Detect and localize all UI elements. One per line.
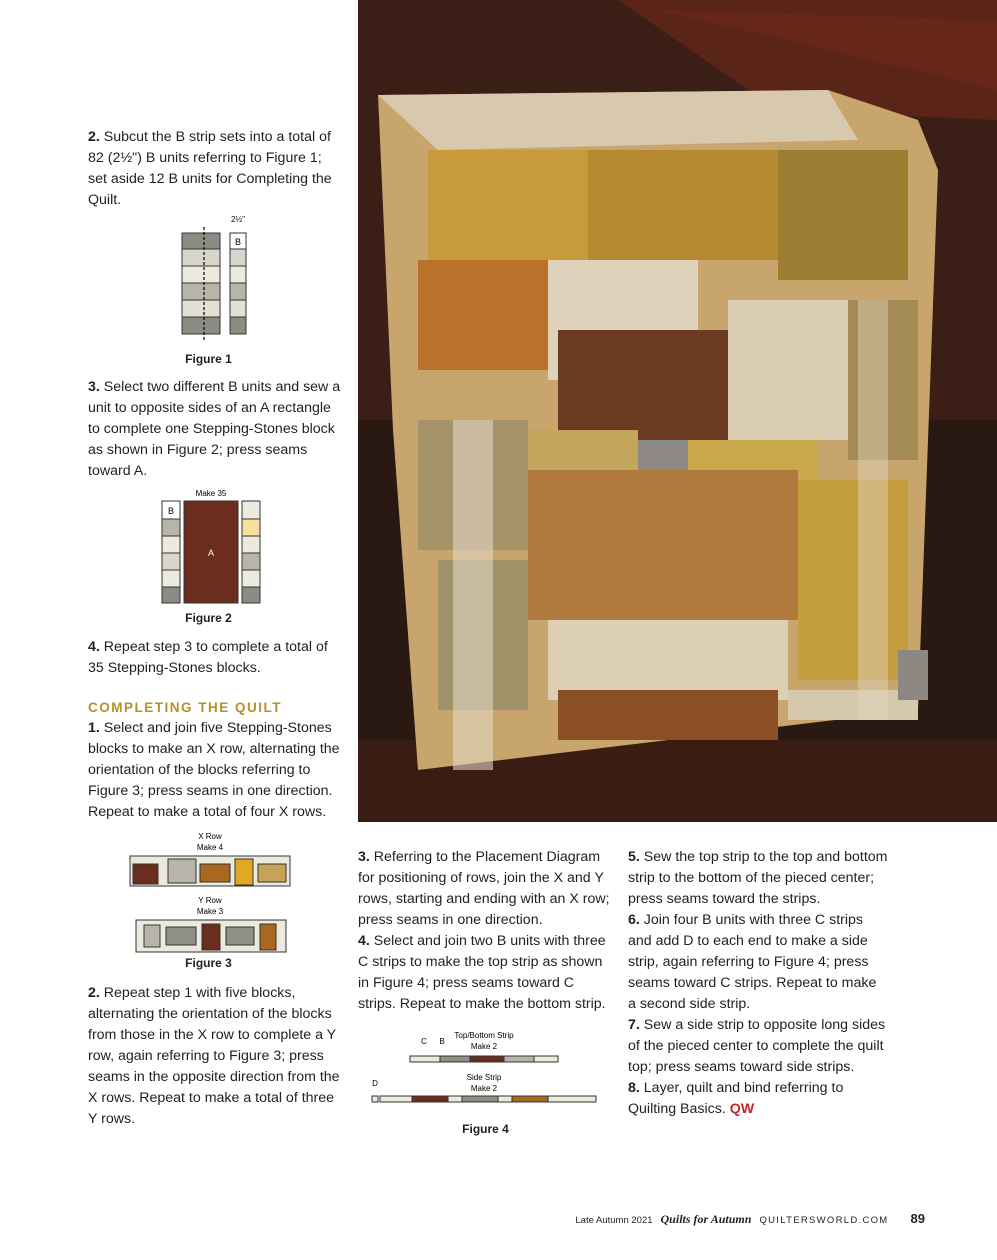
figure4-top-make: Make 2 — [470, 1042, 498, 1051]
figure4-c-label: C — [421, 1037, 427, 1046]
section-heading: COMPLETING THE QUILT — [88, 700, 282, 715]
figure4-caption: Figure 4 — [462, 1122, 509, 1136]
figure2-make-label: Make 35 — [195, 489, 227, 498]
footer-site: QUILTERSWORLD.COM — [759, 1215, 889, 1226]
step-4: 4. Repeat step 3 to complete a total of 35 Stepping-Stones blocks. — [88, 639, 328, 676]
figure-1 — [88, 211, 343, 351]
completing-step-8: 8. Layer, quilt and bind referring to Quilting Basics. QW — [628, 1080, 844, 1117]
step-3: 3. Select two different B units and sew a unit to opposite sides of an A rectangle to complete one Stepping-Stones block as shown in Figure 2; press seams toward A. — [88, 379, 341, 479]
figure4-d-label: D — [372, 1079, 378, 1088]
page-number: 89 — [910, 1211, 925, 1226]
completing-step-7: 7. Sew a side strip to opposite long sides of the pieced center to complete the quilt top; press seams toward side strips. — [628, 1017, 886, 1075]
completing-step-2: 2. Repeat step 1 with five blocks, alternating the orientation of the blocks from those in the X row to complete a Y row, again referring to Figure 3; press seams in the opposite direction from the X rows. Repeat to make a total of three Y rows. — [88, 985, 340, 1127]
figure1-caption: Figure 1 — [185, 352, 232, 366]
quilt-photo — [358, 0, 997, 822]
figure3-x-title: X Row — [198, 832, 222, 841]
figure-3 — [88, 829, 343, 957]
middle-column — [358, 847, 613, 1140]
figure4-top-title: Top/Bottom Strip — [454, 1031, 514, 1040]
figure1-dim-label: 2½" — [231, 215, 245, 224]
figure4-side-title: Side Strip — [466, 1073, 502, 1082]
figure-2 — [88, 488, 343, 604]
figure-4 — [358, 1029, 613, 1113]
right-column — [628, 847, 888, 1120]
footer-magazine: Quilts for Autumn — [660, 1212, 752, 1226]
step-2: 2. Subcut the B strip sets into a total of 82 (2½") B units referring to Figure 1; set aside 12 B units for Completing the Quilt. — [88, 129, 332, 208]
completing-step-3: 3. Referring to the Placement Diagram for positioning of rows, join the X and Y rows, starting and ending with an X row; press seams in one direction. — [358, 849, 610, 928]
figure1-unit-label: B — [234, 237, 242, 247]
figure3-caption: Figure 3 — [185, 956, 232, 970]
figure2-a-label: A — [207, 548, 215, 558]
figure2-b-label: B — [167, 506, 175, 516]
figure4-b-label: B — [439, 1037, 445, 1046]
completing-step-4: 4. Select and join two B units with three C strips to make the top strip as shown in Figure 4; press seams toward C strips. Repeat to make the bottom strip. — [358, 933, 606, 1012]
completing-step-1: 1. Select and join five Stepping-Stones blocks to make an X row, alternating the orientation of the blocks referring to Figure 3; press seams in one direction. Repeat to make a total of four X rows. — [88, 720, 340, 820]
completing-step-5: 5. Sew the top strip to the top and bottom strip to the bottom of the pieced center; press seams toward the strips. — [628, 849, 888, 907]
figure3-y-title: Y Row — [198, 896, 222, 905]
left-column — [88, 127, 343, 1130]
page-footer — [575, 1211, 925, 1227]
figure2-caption: Figure 2 — [185, 611, 232, 625]
qw-end-mark: QW — [729, 1101, 755, 1117]
figure3-y-make: Make 3 — [196, 907, 224, 916]
footer-issue: Late Autumn 2021 — [575, 1215, 653, 1226]
completing-step-6: 6. Join four B units with three C strips and add D to each end to make a side strip, again referring to Figure 4; press seams toward C strips. Repeat to make a second side strip. — [628, 912, 877, 1012]
figure4-side-make: Make 2 — [470, 1084, 498, 1093]
figure3-x-make: Make 4 — [196, 843, 224, 852]
